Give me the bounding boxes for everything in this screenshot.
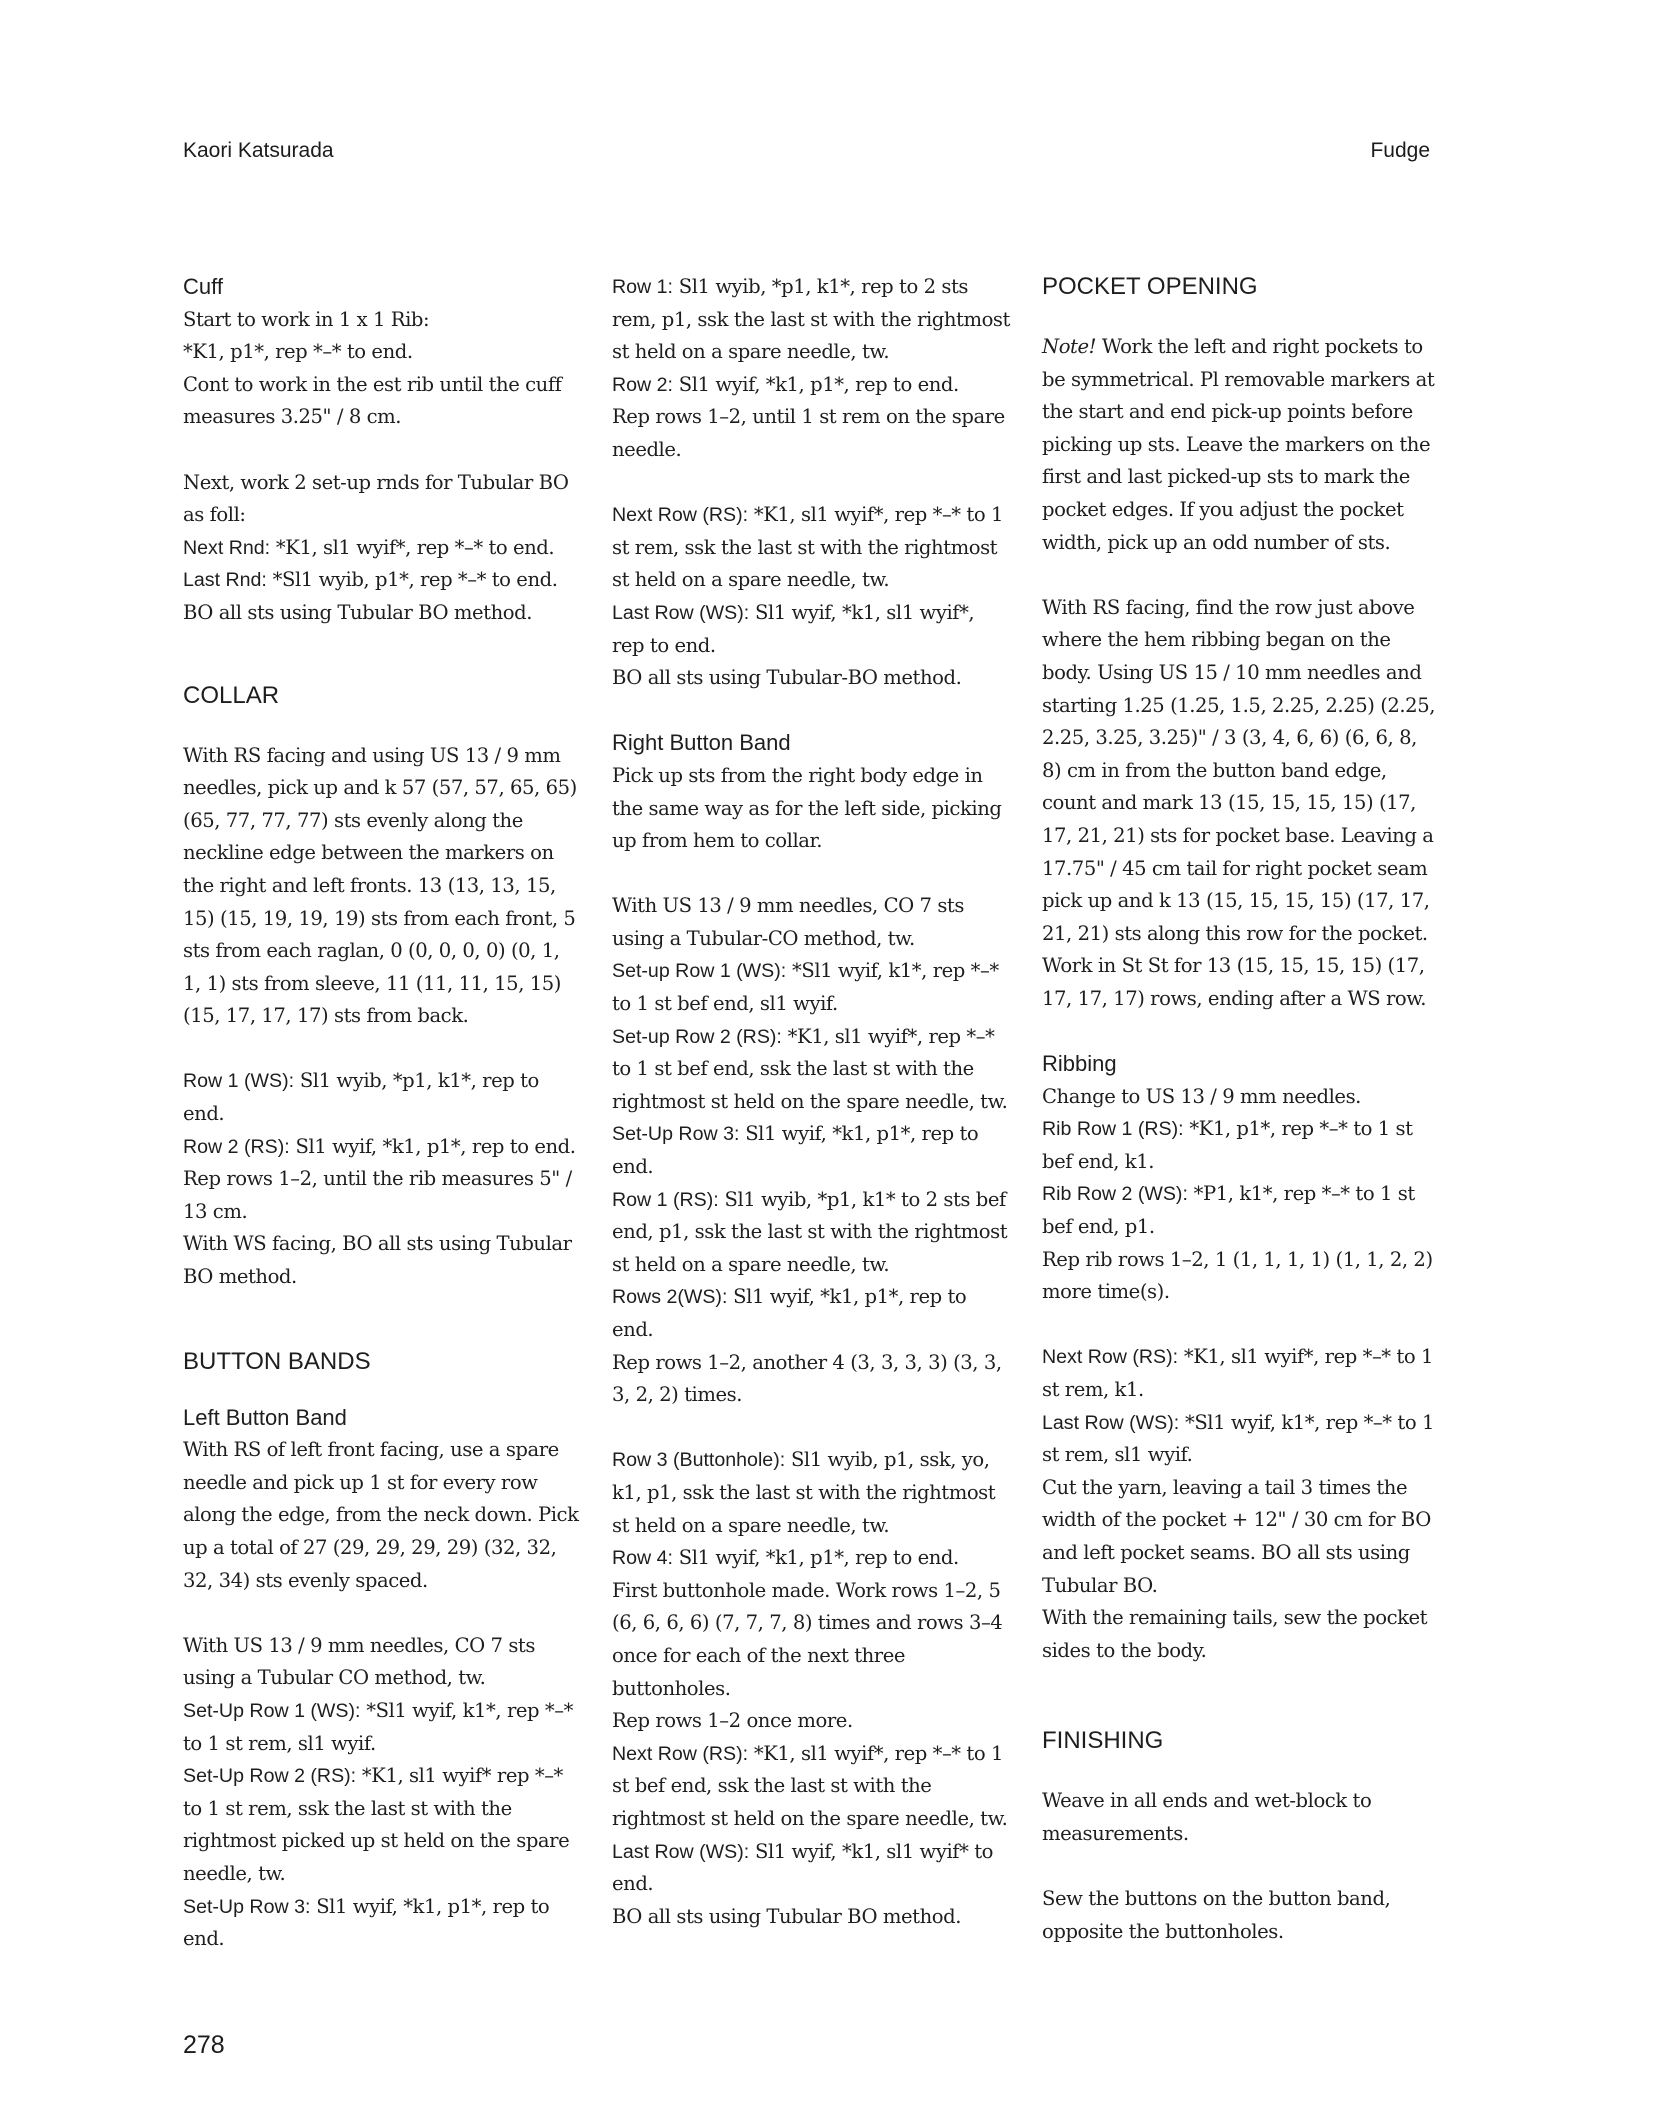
left-button-band-heading: Left Button Band xyxy=(183,1404,347,1430)
instruction-line: First buttonhole made. Work rows 1–2, 5 (6, 6, 6, 6) (7, 7, 7, 8) times and rows 3–4 once for each of the next three buttonholes. xyxy=(612,1578,1003,1700)
cuff-line: BO all sts using Tubular BO method. xyxy=(183,600,532,624)
row-text: *Sl1 wyif, k1*, rep *–* to 1 st bef end, sl1 wyif. xyxy=(612,959,999,1016)
instruction-row xyxy=(183,1695,579,1760)
note-text: Work the left and right pockets to be symmetrical. Pl removable markers at the start and end pick-up points before picking up sts. Leave the markers on the first and last picked-up sts to mark the pocket edges. If you adjust the pocket width, pick up an odd number of sts. xyxy=(1042,335,1435,554)
instruction-row xyxy=(183,1760,579,1890)
instruction-row xyxy=(1042,1341,1436,1406)
button-band-paragraph: With US 13 / 9 mm needles, CO 7 sts using a Tubular CO method, tw. xyxy=(183,1633,535,1690)
row-text: *K1, sl1 wyif*, rep *–* to 1 st bef end, ssk the last st with the rightmost st held on the spare needle, tw. xyxy=(612,1741,1008,1830)
row-text: *P1, k1*, rep *–* to 1 st bef end, p1. xyxy=(1042,1182,1415,1239)
row-label: Last Rnd: xyxy=(183,569,267,592)
pocket-paragraph: With RS facing, find the row just above where the hem ribbing began on the body. Using US 15 / 10 mm needles and starting 1.25 (1.25, 1.5, 2.25, 2.25) (2.25, 2.25, 3.25, 3.25)" / 3 (3, 4, 6, 6) (6, 6, 8, 8) cm in from the button band edge, count and mark 13 (15, 15, 15, 15) (17, 17, 21, 21) sts for pocket base. Leaving a 17.75" / 45 cm tail for right pocket seam pick up and k 13 (15, 15, 15, 15) (17, 17, 21, 21) sts along this row for the pocket. Work in St St for 13 (15, 15, 15, 15) (17, 17, 17, 17) rows, ending after a WS row. xyxy=(1042,595,1435,1010)
cuff-line: *K1, p1*, rep *–* to end. xyxy=(183,340,413,364)
instruction-line: Rep rows 1–2, another 4 (3, 3, 3, 3) (3, 3, 3, 2, 2) times. xyxy=(612,1350,1002,1407)
instruction-row xyxy=(612,955,1012,1020)
column-1 xyxy=(183,271,579,1956)
ribbing-line: Rep rib rows 1–2, 1 (1, 1, 1, 1) (1, 1, 2, 2) more time(s). xyxy=(1042,1247,1433,1304)
ribbing-line: Cut the yarn, leaving a tail 3 times the width of the pocket + 12" / 30 cm for BO and left pocket seams. BO all sts using Tubular BO. xyxy=(1042,1475,1431,1597)
button-band-paragraph: Pick up sts from the right body edge in the same way as for the left side, picking up from hem to collar. xyxy=(612,763,1002,853)
instruction-row xyxy=(1042,1407,1436,1472)
cuff-line: Next, work 2 set-up rnds for Tubular BO as foll: xyxy=(183,470,569,527)
row-text: Sl1 wyif, *k1, p1*, rep to end. xyxy=(612,1285,967,1341)
row-label: Row 1 (WS): xyxy=(183,1070,295,1093)
row-text: Sl1 wyif, *k1, p1*, rep to end. xyxy=(612,1122,979,1179)
column-3 xyxy=(1042,271,1436,1948)
row-text: Sl1 wyif, *k1, p1*, rep to end. xyxy=(289,1134,576,1158)
row-text: Sl1 wyib, *p1, k1*, rep to end. xyxy=(183,1069,539,1126)
instruction-row xyxy=(183,532,579,565)
row-label: Set-Up Row 2 (RS): xyxy=(183,1765,357,1788)
ribbing-line: Change to US 13 / 9 mm needles. xyxy=(1042,1084,1361,1108)
button-band-paragraph: With RS of left front facing, use a spare needle and pick up 1 st for every row along the edge, from the neck down. Pick up a total of 27 (29, 29, 29, 29) (32, 32, 32, 34) sts evenly spaced. xyxy=(183,1438,579,1592)
row-label: Set-up Row 1 (WS): xyxy=(612,960,787,983)
instruction-row xyxy=(612,1738,1012,1836)
instruction-row xyxy=(612,1021,1012,1119)
row-label: Rows 2(WS): xyxy=(612,1286,728,1309)
row-label: Row 1 (RS): xyxy=(612,1188,719,1211)
page-number: 278 xyxy=(183,2031,225,2059)
instruction-row xyxy=(1042,1178,1436,1243)
instruction-row xyxy=(612,597,1012,662)
running-header-author: Kaori Katsurada xyxy=(183,139,334,162)
instruction-row xyxy=(612,1118,1012,1183)
row-label: Set-up Row 2 (RS): xyxy=(612,1025,782,1048)
instruction-line: Rep rows 1–2 once more. xyxy=(612,1709,853,1733)
instruction-row xyxy=(612,369,1012,402)
instruction-row xyxy=(612,499,1012,597)
row-text: *K1, sl1 wyif*, rep *–* to end. xyxy=(270,535,555,559)
row-label: Next Row (RS): xyxy=(612,504,749,527)
row-text: Sl1 wyib, *p1, k1*, rep to 2 sts rem, p1, ssk the last st with the rightmost st held on a spare needle, tw. xyxy=(612,275,1010,364)
row-text: *K1, sl1 wyif*, rep *–* to 1 st rem, ssk the last st with the rightmost st held on a spare needle, tw. xyxy=(612,503,1003,592)
row-label: Next Rnd: xyxy=(183,536,271,559)
row-label: Next Row (RS): xyxy=(612,1742,749,1765)
row-text: *Sl1 wyib, p1*, rep *–* to end. xyxy=(266,568,558,592)
row-label: Next Row (RS): xyxy=(1042,1346,1179,1369)
note-paragraph xyxy=(1042,331,1436,559)
row-label: Last Row (WS): xyxy=(612,1840,750,1863)
finishing-paragraph: Weave in all ends and wet-block to measurements. xyxy=(1042,1789,1372,1845)
instruction-row xyxy=(183,1065,579,1130)
row-label: Rib Row 1 (RS): xyxy=(1042,1118,1184,1141)
note-label: Note! xyxy=(1042,335,1097,358)
instruction-row xyxy=(612,1444,1012,1542)
instruction-row xyxy=(1042,1113,1436,1178)
row-label: Row 1: xyxy=(612,276,673,298)
cuff-line: Cont to work in the est rib until the cuff measures 3.25" / 8 cm. xyxy=(183,372,562,429)
row-label: Set-Up Row 3: xyxy=(612,1123,740,1146)
row-label: Last Row (WS): xyxy=(612,601,750,624)
row-label: Row 3 (Buttonhole): xyxy=(612,1449,786,1472)
row-label: Set-Up Row 3: xyxy=(183,1895,311,1918)
row-text: Sl1 wyif, *k1, p1*, rep to end. xyxy=(672,372,959,396)
finishing-heading: FINISHING xyxy=(1042,1727,1164,1755)
instruction-row xyxy=(183,1131,579,1164)
row-text: *Sl1 wyif, k1*, rep *–* to 1 st rem, sl1 wyif. xyxy=(1042,1410,1434,1467)
finishing-paragraph: Sew the buttons on the button band, opposite the buttonholes. xyxy=(1042,1887,1391,1943)
row-text: *Sl1 wyif, k1*, rep *–* to 1 st rem, sl1 wyif. xyxy=(183,1698,573,1755)
button-bands-heading: BUTTON BANDS xyxy=(183,1347,371,1375)
row-text: *K1, p1*, rep *–* to 1 st bef end, k1. xyxy=(1042,1117,1413,1173)
collar-line: Rep rows 1–2, until the rib measures 5" / 13 cm. xyxy=(183,1167,572,1223)
running-header-title: Fudge xyxy=(1370,139,1430,162)
row-text: *K1, sl1 wyif*, rep *–* to 1 st rem, k1. xyxy=(1042,1345,1433,1401)
row-label: Last Row (WS): xyxy=(1042,1411,1180,1434)
row-label: Row 2 (RS): xyxy=(183,1135,290,1158)
instruction-row xyxy=(612,271,1012,369)
row-text: Sl1 wyif, *k1, sl1 wyif*, rep to end. xyxy=(612,600,975,657)
row-text: Sl1 wyif, *k1, sl1 wyif* to end. xyxy=(612,1839,993,1896)
instruction-row xyxy=(183,1891,579,1956)
row-text: Sl1 wyib, p1, ssk, yo, k1, p1, ssk the last st with the rightmost st held on a spare needle, tw. xyxy=(612,1448,996,1537)
instruction-row xyxy=(183,564,579,597)
instruction-line: BO all sts using Tubular BO method. xyxy=(612,1904,961,1928)
collar-paragraph: With RS facing and using US 13 / 9 mm needles, pick up and k 57 (57, 57, 65, 65) (65, 77, 77, 77) sts evenly along the neckline edge between the markers on the right and left fronts. 13 (13, 13, 15, 15) (15, 19, 19, 19) sts from each front, 5 sts from each raglan, 0 (0, 0, 0, 0) (0, 1, 1, 1) sts from sleeve, 11 (11, 11, 15, 15) (15, 17, 17, 17) sts from back. xyxy=(183,743,577,1028)
ribbing-heading: Ribbing xyxy=(1042,1051,1117,1077)
pocket-opening-heading: POCKET OPENING xyxy=(1042,273,1258,300)
instruction-line: BO all sts using Tubular-BO method. xyxy=(612,666,962,690)
row-text: Sl1 wyib, *p1, k1* to 2 sts bef end, p1, ssk the last st with the rightmost st held on a spare needle, tw. xyxy=(612,1187,1008,1276)
row-label: Rib Row 2 (WS): xyxy=(1042,1183,1188,1206)
instruction-row xyxy=(612,1836,1012,1901)
instruction-row xyxy=(612,1542,1012,1575)
button-band-paragraph: With US 13 / 9 mm needles, CO 7 sts using a Tubular-CO method, tw. xyxy=(612,894,964,950)
instruction-row xyxy=(612,1184,1012,1282)
row-label: Row 4: xyxy=(612,1547,673,1570)
collar-line: With WS facing, BO all sts using Tubular BO method. xyxy=(183,1232,572,1289)
row-text: *K1, sl1 wyif* rep *–* to 1 st rem, ssk the last st with the rightmost picked up st held on the spare needle, tw. xyxy=(183,1764,570,1885)
right-button-band-heading: Right Button Band xyxy=(612,730,791,756)
column-2 xyxy=(612,271,1012,1933)
cuff-line: Start to work in 1 x 1 Rib: xyxy=(183,307,430,331)
row-text: Sl1 wyif, *k1, p1*, rep to end. xyxy=(672,1546,959,1570)
row-text: Sl1 wyif, *k1, p1*, rep to end. xyxy=(183,1894,550,1951)
collar-heading: COLLAR xyxy=(183,681,280,709)
row-label: Set-Up Row 1 (WS): xyxy=(183,1699,361,1722)
instruction-line: Rep rows 1–2, until 1 st rem on the spare needle. xyxy=(612,405,1005,461)
row-label: Row 2: xyxy=(612,373,673,396)
row-text: *K1, sl1 wyif*, rep *–* to 1 st bef end, ssk the last st with the rightmost st held on the spare needle, tw. xyxy=(612,1024,1008,1113)
ribbing-line: With the remaining tails, sew the pocket sides to the body. xyxy=(1042,1606,1428,1662)
cuff-heading: Cuff xyxy=(183,274,223,299)
instruction-row xyxy=(612,1281,1012,1346)
